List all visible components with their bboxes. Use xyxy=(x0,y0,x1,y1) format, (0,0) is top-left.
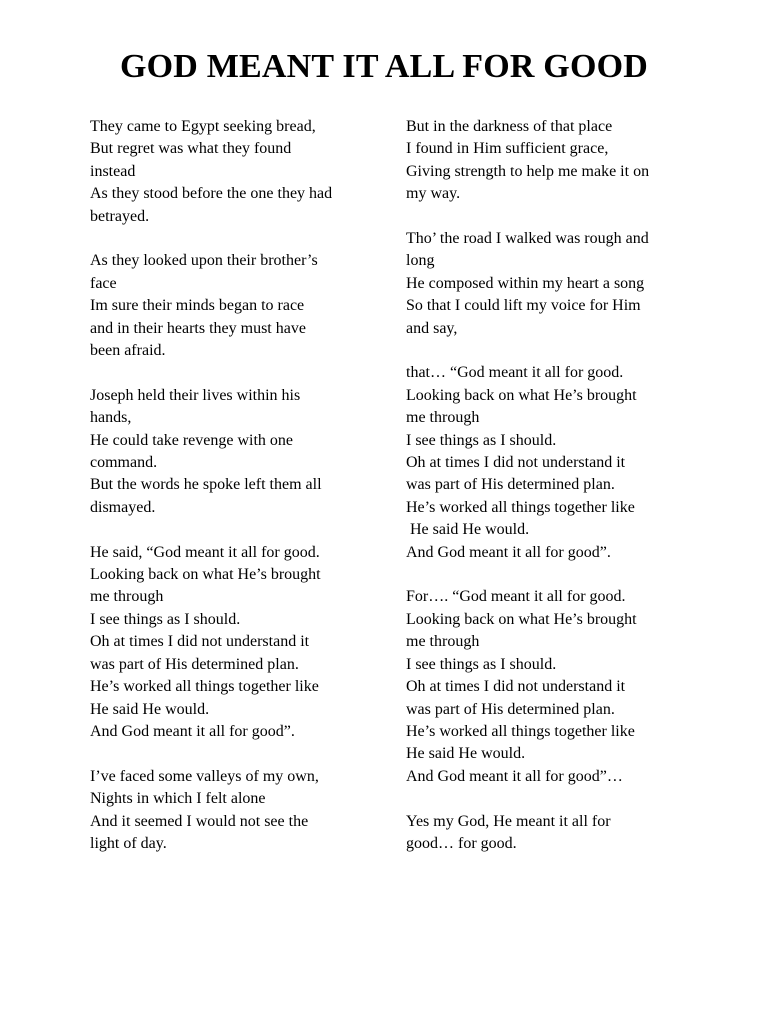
page-title: GOD MEANT IT ALL FOR GOOD xyxy=(120,48,648,85)
lyric-line: And God meant it all for good”… xyxy=(406,767,623,785)
lyric-line: And God meant it all for good”. xyxy=(90,722,295,740)
lyric-line: Oh at times I did not understand it xyxy=(406,454,626,472)
lyric-line: As they stood before the one they had xyxy=(90,185,333,203)
stanza xyxy=(90,250,375,362)
lyric-line: been afraid. xyxy=(90,342,166,360)
lyric-line: Yes my God, He meant it all for xyxy=(406,812,611,830)
lyric-line: I see things as I should. xyxy=(406,431,557,449)
lyric-line: I’ve faced some valleys of my own, xyxy=(90,767,319,785)
lyric-line: face xyxy=(90,274,117,292)
lyric-line: was part of His determined plan. xyxy=(406,476,615,494)
left-column xyxy=(90,116,375,855)
lyric-line: me through xyxy=(406,409,480,427)
lyric-line: long xyxy=(406,252,435,270)
stanza xyxy=(90,542,375,744)
lyric-line: was part of His determined plan. xyxy=(406,700,615,718)
lyric-line: He’s worked all things together like xyxy=(406,722,635,740)
lyric-line: I see things as I should. xyxy=(90,610,241,628)
lyric-line: They came to Egypt seeking bread, xyxy=(90,118,316,135)
stanza xyxy=(90,766,375,856)
lyric-line: He’s worked all things together like xyxy=(406,498,635,516)
lyric-line: And it seemed I would not see the xyxy=(90,812,309,830)
stanza xyxy=(406,586,696,788)
stanza xyxy=(406,362,696,564)
lyric-line: Looking back on what He’s brought xyxy=(90,566,321,584)
lyric-line: He said He would. xyxy=(90,700,210,718)
lyric-line: and say, xyxy=(406,319,458,337)
lyric-line: So that I could lift my voice for Him xyxy=(406,297,641,315)
lyric-line: For…. “God meant it all for good. xyxy=(406,588,626,606)
stanza xyxy=(406,116,696,206)
lyric-line: And God meant it all for good”. xyxy=(406,543,611,561)
lyric-line: that… “God meant it all for good. xyxy=(406,364,624,382)
stanza xyxy=(90,385,375,519)
lyric-line: betrayed. xyxy=(90,207,150,225)
lyric-line: command. xyxy=(90,454,158,472)
lyric-line: Tho’ the road I walked was rough and xyxy=(406,230,649,248)
lyric-line: hands, xyxy=(90,409,132,427)
lyric-line: me through xyxy=(406,633,480,651)
lyric-line: He said He would. xyxy=(406,745,526,763)
stanza xyxy=(90,116,375,228)
lyric-line: As they looked upon their brother’s xyxy=(90,252,318,270)
lyric-line: dismayed. xyxy=(90,498,156,516)
stanza xyxy=(406,228,696,340)
lyric-line: me through xyxy=(90,588,164,606)
lyric-line: He’s worked all things together like xyxy=(90,678,319,696)
lyric-line: Giving strength to help me make it on xyxy=(406,162,650,180)
lyric-line: my way. xyxy=(406,185,461,203)
lyric-line: Looking back on what He’s brought xyxy=(406,610,637,628)
lyric-line: Im sure their minds began to race xyxy=(90,297,305,315)
lyric-line: I found in Him sufficient grace, xyxy=(406,140,609,158)
lyric-line: instead xyxy=(90,162,136,180)
lyric-line: light of day. xyxy=(90,834,167,852)
lyric-line: But regret was what they found xyxy=(90,140,292,158)
lyric-line: was part of His determined plan. xyxy=(90,655,299,673)
lyric-line: But in the darkness of that place xyxy=(406,118,613,135)
lyric-line: Joseph held their lives within his xyxy=(90,386,301,404)
lyric-line: Looking back on what He’s brought xyxy=(406,386,637,404)
right-column xyxy=(406,116,696,855)
lyric-line: Nights in which I felt alone xyxy=(90,790,266,808)
lyric-line: I see things as I should. xyxy=(406,655,557,673)
lyric-line: Oh at times I did not understand it xyxy=(90,633,310,651)
lyric-line: But the words he spoke left them all xyxy=(90,476,322,494)
lyric-line: He said He would. xyxy=(406,521,530,539)
stanza xyxy=(406,811,696,856)
lyric-line: and in their hearts they must have xyxy=(90,319,306,337)
lyric-line: He could take revenge with one xyxy=(90,431,294,449)
lyric-line: He composed within my heart a song xyxy=(406,274,645,292)
lyric-line: Oh at times I did not understand it xyxy=(406,678,626,696)
lyric-line: He said, “God meant it all for good. xyxy=(90,543,320,561)
lyric-line: good… for good. xyxy=(406,834,517,852)
